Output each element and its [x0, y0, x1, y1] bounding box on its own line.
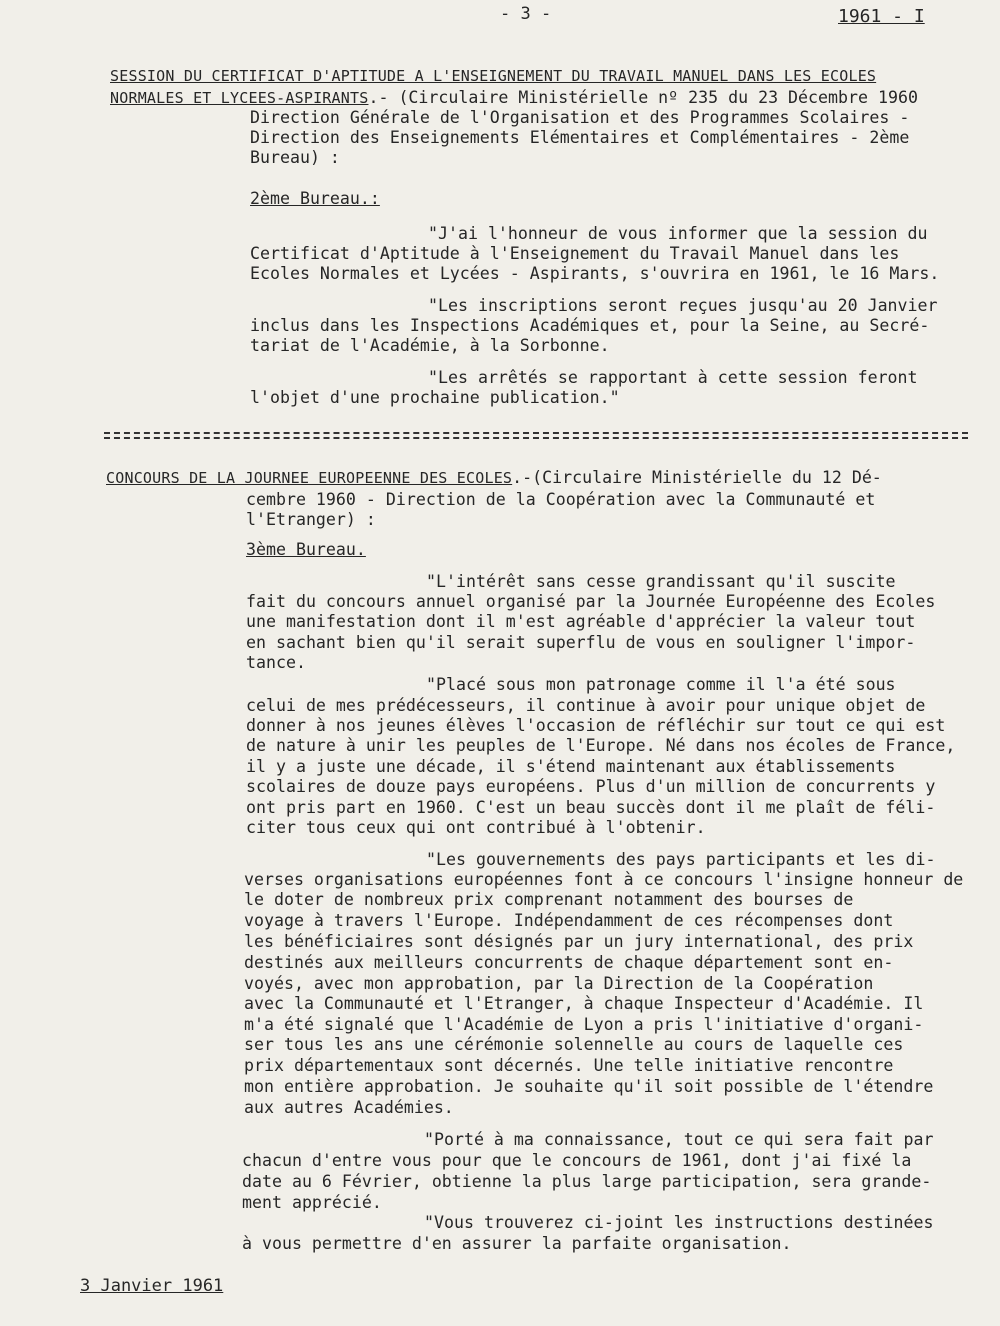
section2-text-line: il y a juste une décade, il s'étend maintenant aux établissements: [246, 757, 896, 776]
separator-line: [104, 432, 968, 434]
section2-text-line: verses organisations européennes font à ce concours l'insigne honneur de: [244, 870, 964, 889]
section2-text-line: "L'intérêt sans cesse grandissant qu'il suscite: [426, 572, 896, 591]
document-date: 3 Janvier 1961: [80, 1276, 224, 1296]
section2-text-line: voyage à travers l'Europe. Indépendamment de ces récompenses dont: [244, 911, 894, 930]
section2-text-line: date au 6 Février, obtienne la plus large participation, sera grande-: [242, 1172, 932, 1191]
section2-text-line: de nature à unir les peuples de l'Europe. Né dans nos écoles de France,: [246, 736, 956, 755]
section2-text-line: une manifestation dont il m'est agréable d'apprécier la valeur tout: [246, 612, 916, 631]
section2-text-line: à vous permettre d'en assurer la parfaite organisation.: [242, 1234, 792, 1253]
separator-line: [104, 437, 968, 439]
section1-text-line: tariat de l'Académie, à la Sorbonne.: [250, 336, 610, 355]
section2-text-line: ser tous les ans une cérémonie solennelle au cours de laquelle ces: [244, 1035, 904, 1054]
section2-text-line: fait du concours annuel organisé par la Journée Européenne des Ecoles: [246, 592, 936, 611]
section1-text-line: inclus dans les Inspections Académiques et, pour la Seine, au Secré-: [250, 316, 930, 335]
section2-text-line: citer tous ceux qui ont contribué à l'obtenir.: [246, 818, 706, 837]
section2-text-line: donner à nos jeunes élèves l'occasion de réfléchir sur tout ce qui est: [246, 716, 946, 735]
section2-text-line: "Placé sous mon patronage comme il l'a été sous: [426, 675, 896, 694]
section2-text-line: avec la Communauté et l'Etranger, à chaque Inspecteur d'Académie. Il: [244, 994, 924, 1013]
section1-text-line: "J'ai l'honneur de vous informer que la session du: [428, 224, 928, 243]
section2-title-line1: CONCOURS DE LA JOURNEE EUROPEENNE DES ECOLES.-(Circulaire Ministérielle du 12 Dé-: [106, 468, 882, 487]
section2-text-line: ment apprécié.: [242, 1193, 382, 1212]
issue-number: 1961 - I: [838, 6, 925, 27]
section2-title-line3: l'Etranger) :: [246, 510, 376, 529]
section1-text-line: "Les inscriptions seront reçues jusqu'au 20 Janvier: [428, 296, 938, 315]
section1-title-line5: Bureau) :: [250, 148, 340, 167]
section1-title-line1: SESSION DU CERTIFICAT D'APTITUDE A L'ENSEIGNEMENT DU TRAVAIL MANUEL DANS LES ECOLES: [110, 67, 877, 85]
section2-text-line: chacun d'entre vous pour que le concours de 1961, dont j'ai fixé la: [242, 1151, 912, 1170]
section2-text-line: destinés aux meilleurs concurrents de chaque département sont en-: [244, 953, 894, 972]
section2-text-line: les bénéficiaires sont désignés par un jury international, des prix: [244, 932, 914, 951]
section2-text-line: "Porté à ma connaissance, tout ce qui sera fait par: [424, 1130, 934, 1149]
section1-text-line: "Les arrêtés se rapportant à cette session feront: [428, 368, 918, 387]
section2-text-line: "Les gouvernements des pays participants et les di-: [426, 850, 936, 869]
section1-text-line: Ecoles Normales et Lycées - Aspirants, s'ouvrira en 1961, le 16 Mars.: [250, 264, 940, 283]
section1-title-line2: NORMALES ET LYCEES-ASPIRANTS.- (Circulaire Ministérielle nº 235 du 23 Décembre 1960: [110, 88, 918, 107]
section2-text-line: tance.: [246, 653, 306, 672]
section1-text-line: l'objet d'une prochaine publication.": [250, 388, 620, 407]
section1-text-line: Certificat d'Aptitude à l'Enseignement du Travail Manuel dans les: [250, 244, 900, 263]
section1-title-line4: Direction des Enseignements Elémentaires et Complémentaires - 2ème: [250, 128, 910, 147]
section2-text-line: ont pris part en 1960. C'est un beau succès dont il me plaît de féli-: [246, 798, 936, 817]
page-number: - 3 -: [500, 4, 552, 24]
section2-text-line: m'a été signalé que l'Académie de Lyon a pris l'initiative d'organi-: [244, 1015, 924, 1034]
section2-text-line: en sachant bien qu'il serait superflu de vous en souligner l'impor-: [246, 633, 916, 652]
section1-title-line3: Direction Générale de l'Organisation et des Programmes Scolaires -: [250, 108, 910, 127]
section2-text-line: mon entière approbation. Je souhaite qu'il soit possible de l'étendre: [244, 1077, 934, 1096]
section2-title-line2: cembre 1960 - Direction de la Coopération avec la Communauté et: [246, 490, 876, 509]
section2-text-line: celui de mes prédécesseurs, il continue à avoir pour unique objet de: [246, 696, 926, 715]
section2-text-line: "Vous trouverez ci-joint les instructions destinées: [424, 1213, 934, 1232]
section2-text-line: le doter de nombreux prix comprenant notamment des bourses de: [244, 890, 854, 909]
section2-text-line: aux autres Académies.: [244, 1098, 454, 1117]
section2-text-line: scolaires de douze pays européens. Plus d'un million de concurrents y: [246, 777, 936, 796]
section1-bureau: 2ème Bureau.:: [250, 189, 380, 208]
section2-text-line: voyés, avec mon approbation, par la Direction de la Coopération: [244, 974, 874, 993]
section2-text-line: prix départementaux sont décernés. Une telle initiative rencontre: [244, 1056, 894, 1075]
section2-bureau: 3ème Bureau.: [246, 540, 366, 559]
